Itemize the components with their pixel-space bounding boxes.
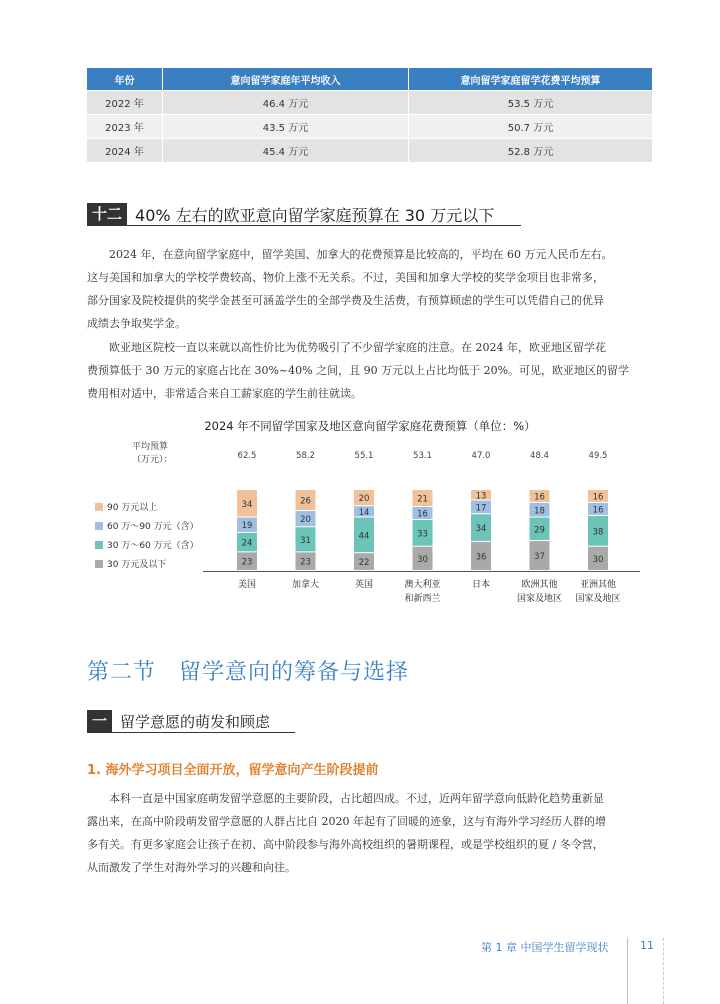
- table-cell: 43.5 万元: [163, 115, 409, 139]
- paragraph-line: 部分国家及院校提供的奖学金甚至可涵盖学生的全部学费及生活费，有预算顾虑的学生可以凭借自己的优异: [87, 294, 604, 307]
- category-label: 欧洲其他: [521, 580, 558, 590]
- bar-data-label: 20: [300, 515, 311, 526]
- paragraph-line: 成绩去争取奖学金。: [87, 317, 186, 330]
- chapter-section-heading: 第二节 留学意向的筹备与选择: [87, 660, 410, 685]
- section-title: 留学意愿的萌发和顾虑: [120, 712, 271, 731]
- bar-data-label: 34: [241, 499, 253, 510]
- category-label: 日本: [471, 580, 491, 590]
- footer-margin-line: [663, 938, 664, 1004]
- category-label: 加拿大: [291, 580, 320, 590]
- bar-data-label: 24: [241, 538, 253, 549]
- bar-data-label: 16: [592, 492, 604, 503]
- category-label: 国家及地区: [516, 594, 563, 604]
- table-cell: 46.4 万元: [163, 91, 409, 115]
- legend-label: 90 万元以上: [107, 503, 158, 513]
- category-label: 和新西兰: [404, 594, 441, 604]
- average-budget-value: 62.5: [237, 451, 257, 461]
- paragraph-line: 本科一直是中国家庭萌发留学意愿的主要阶段，占比超四成。不过，近两年留学意向低龄化趋势重新显: [109, 792, 604, 805]
- table-cell: 52.8 万元: [409, 139, 653, 163]
- paragraph-line: 露出来，在高中阶段萌发留学意愿的人群占比自 2020 年起有了回暖的迹象，这与有海外学习经历人群的增: [87, 815, 606, 828]
- bar-data-label: 38: [592, 527, 604, 538]
- footer-chapter: 第 1 章 中国学生留学现状: [481, 941, 609, 954]
- average-budget-value: 55.1: [354, 451, 374, 461]
- bar-data-label: 16: [534, 492, 545, 503]
- bar-data-label: 30: [592, 554, 604, 565]
- paragraph-line: 费用相对适中，非常适合来自工薪家庭的学生前往就读。: [87, 387, 362, 400]
- average-budget-value: 47.0: [471, 451, 491, 461]
- category-label: 英国: [354, 580, 374, 590]
- bar-data-label: 20: [358, 494, 370, 505]
- table-cell: 2024 年: [87, 139, 163, 163]
- table-header-cell: 意向留学家庭留学花费平均预算: [409, 68, 653, 91]
- bar-data-label: 22: [358, 558, 370, 569]
- bar-data-label: 14: [358, 507, 370, 518]
- table-header-cell: 意向留学家庭年平均收入: [163, 68, 409, 91]
- table-cell: 2022 年: [87, 91, 163, 115]
- bar-data-label: 30: [417, 554, 428, 565]
- paragraph-line: 多有关。有更多家庭会让孩子在初、高中阶段参与海外高校组织的暑期课程，或是学校组织的夏 / 冬令营，: [87, 838, 604, 851]
- section-number-badge: 十二: [87, 203, 127, 225]
- legend-label: 60 万～90 万元（含）: [107, 522, 199, 532]
- average-budget-value: 48.4: [530, 451, 549, 461]
- heading-underline: [87, 732, 295, 733]
- bar-data-label: 33: [417, 529, 428, 540]
- section-title: 40% 左右的欧亚意向留学家庭预算在 30 万元以下: [135, 205, 495, 225]
- table-cell: 50.7 万元: [409, 115, 653, 139]
- chart-title: 2024 年不同留学国家及地区意向留学家庭花费预算（单位：%）: [204, 419, 536, 433]
- category-label: 澳大利亚: [404, 580, 441, 590]
- bar-data-label: 44: [358, 531, 370, 542]
- table-cell: 53.5 万元: [409, 91, 653, 115]
- paragraph-line: 这与美国和加拿大的学校学费较高、物价上涨不无关系。不过，美国和加拿大学校的奖学金项目也非常多，: [87, 271, 604, 284]
- category-label: 美国: [237, 580, 257, 590]
- bar-data-label: 23: [300, 557, 311, 568]
- legend-label: 30 万元及以下: [107, 560, 167, 570]
- bar-data-label: 26: [300, 496, 311, 507]
- average-budget-label-line: 平均预算: [132, 442, 169, 452]
- bar-data-label: 37: [534, 552, 545, 563]
- average-budget-value: 58.2: [296, 451, 315, 461]
- average-budget-value: 53.1: [413, 451, 432, 461]
- bar-data-label: 21: [417, 494, 428, 505]
- bar-data-label: 23: [241, 557, 253, 568]
- paragraph-line: 欧亚地区院校一直以来就以高性价比为优势吸引了不少留学家庭的注意。在 2024 年，欧亚地区留学花: [109, 341, 606, 354]
- paragraph-line: 费预算低于 30 万元的家庭占比在 30%~40% 之间，且 90 万元以上占比均低于 20%。可见，欧亚地区的留学: [87, 364, 630, 377]
- section-1-heading: [87, 710, 270, 732]
- paragraph-line: 从而激发了学生对海外学习的兴趣和向往。: [87, 861, 296, 874]
- bar-data-label: 36: [475, 552, 487, 563]
- bar-data-label: 18: [534, 506, 545, 517]
- bar-data-label: 34: [475, 524, 487, 535]
- page-number: 11: [640, 939, 654, 952]
- bar-data-label: 29: [534, 525, 545, 536]
- table-cell: 2023 年: [87, 115, 163, 139]
- bar-data-label: 17: [475, 503, 487, 514]
- bar-data-label: 16: [417, 509, 428, 520]
- legend-label: 30 万～60 万元（含）: [107, 541, 199, 551]
- bar-data-label: 31: [300, 535, 311, 546]
- average-budget-value: 49.5: [588, 451, 608, 461]
- section-number-badge: 一: [87, 710, 112, 732]
- average-budget-label-line: （万元）：: [132, 455, 173, 465]
- bar-data-label: 19: [241, 521, 253, 532]
- table-cell: 45.4 万元: [163, 139, 409, 163]
- bar-data-label: 16: [592, 505, 604, 516]
- category-label: 国家及地区: [575, 594, 621, 604]
- table-header-cell: 年份: [87, 68, 163, 91]
- footer-divider: [627, 938, 628, 1004]
- body-paragraph-3: [87, 787, 653, 879]
- category-label: 亚洲其他: [579, 580, 617, 590]
- paragraph-line: 2024 年，在意向留学家庭中，留学美国、加拿大的花费预算是比较高的，平均在 60 万元人民币左右。: [109, 248, 613, 261]
- subheading: 1. 海外学习项目全面开放，留学意向产生阶段提前: [87, 763, 379, 778]
- bar-data-label: 13: [475, 491, 487, 502]
